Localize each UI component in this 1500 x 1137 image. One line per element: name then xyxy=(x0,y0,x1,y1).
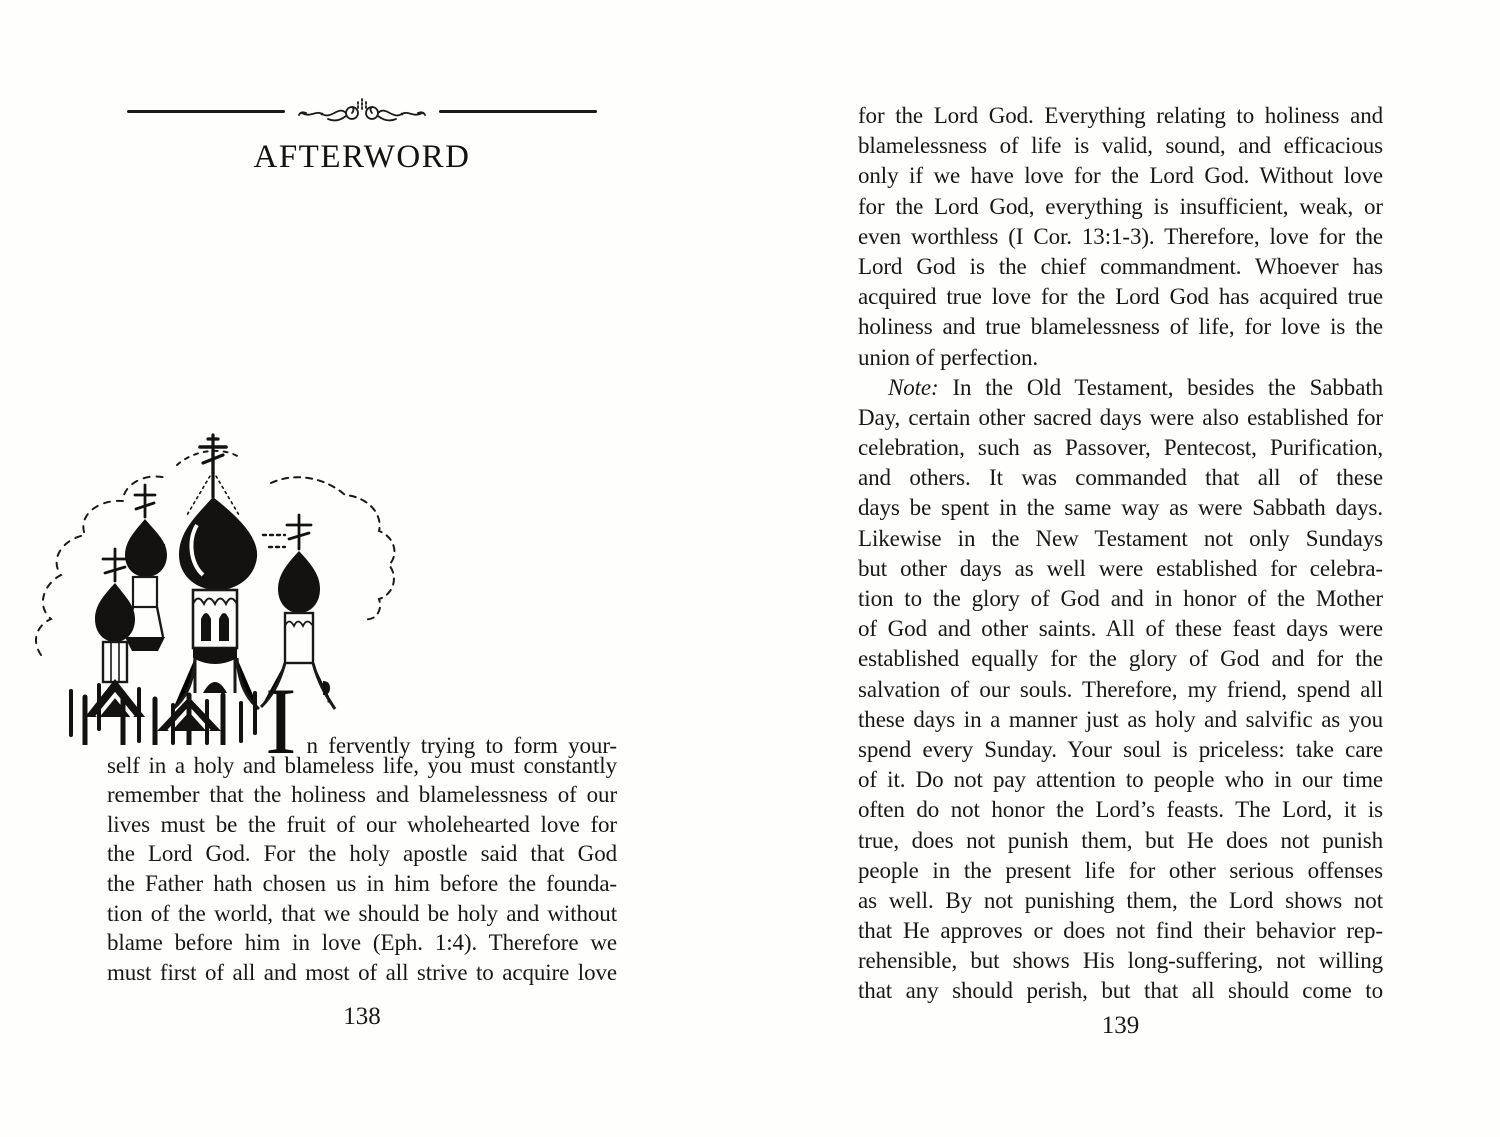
text-line: spend every Sunday. Your soul is priceless: take care xyxy=(858,736,1383,762)
text-line: of God and other saints. All of these feast days were xyxy=(858,616,1383,642)
text-line: that any should perish, but that all should come to xyxy=(858,978,1383,1004)
text-line-note xyxy=(858,373,1383,403)
text-line-paragraph-end: union of perfection. xyxy=(858,344,1039,370)
left-page-text xyxy=(107,668,617,987)
text-line: days be spent in the same way as were Sabbath days. xyxy=(858,495,1383,521)
right-page-text xyxy=(858,101,1383,1007)
page-number-right: 139 xyxy=(1101,1012,1140,1039)
text-line: lives must be the fruit of our wholehearted love for xyxy=(107,811,617,837)
text-line: salvation of our souls. Therefore, my friend, spend all xyxy=(858,676,1383,702)
page-number-left: 138 xyxy=(343,1003,381,1030)
text-line: of it. Do not pay attention to people who in our time xyxy=(858,767,1383,793)
text-line: Lord God is the chief commandment. Whoever has xyxy=(858,253,1383,279)
left-paragraph xyxy=(107,751,617,988)
text-line: the Father hath chosen us in him before the founda- xyxy=(107,870,617,896)
text-line: but other days as well were established for celebra- xyxy=(858,555,1383,581)
text-line: and others. It was commanded that all of these xyxy=(858,465,1383,491)
text-line: tion of the world, that we should be holy and without xyxy=(107,900,617,926)
note-line-text: In the Old Testament, besides the Sabbath xyxy=(952,374,1384,400)
text-line: blamelessness of life is valid, sound, and efficacious xyxy=(858,133,1383,159)
text-line: Day, certain other sacred days were also established for xyxy=(858,404,1383,430)
text-line: acquired true love for the Lord God has acquired true xyxy=(858,284,1383,310)
text-line: established equally for the glory of God and for the xyxy=(858,646,1383,672)
chapter-ornament xyxy=(107,98,617,124)
text-line: celebration, such as Passover, Pentecost, Purification, xyxy=(858,435,1383,461)
text-line: for the Lord God, everything is insufficient, weak, or xyxy=(858,193,1383,219)
right-page xyxy=(858,0,1383,1137)
text-line: as well. By not punishing them, the Lord shows not xyxy=(858,887,1383,913)
text-line: only if we have love for the Lord God. Without love xyxy=(858,163,1383,189)
text-line: even worthless (I Cor. 13:1-3). Therefore, love for the xyxy=(858,223,1383,249)
text-line: people in the present life for other serious offenses xyxy=(858,857,1383,883)
text-line: these days in a manner just as holy and salvific as you xyxy=(858,706,1383,732)
text-line: Likewise in the New Testament not only Sundays xyxy=(858,525,1383,551)
chapter-heading: AFTERWORD xyxy=(253,139,471,175)
text-line: often do not honor the Lord’s feasts. The Lord, it is xyxy=(858,797,1383,823)
text-line: the Lord God. For the holy apostle said that God xyxy=(107,841,617,867)
text-line: true, does not punish them, but He does not punish xyxy=(858,827,1383,853)
left-page xyxy=(107,0,617,1137)
right-paragraph-2 xyxy=(858,403,1383,1007)
text-line: tion to the glory of God and in honor of the Mother xyxy=(858,586,1383,611)
ornament-rule-right xyxy=(439,110,597,113)
text-line: that He approves or does not find their behavior rep- xyxy=(858,918,1383,944)
church-illustration xyxy=(27,423,425,745)
floral-scroll-icon xyxy=(298,98,426,124)
first-line-text: n fervently trying to form your- xyxy=(306,733,617,758)
text-line: self in a holy and blameless life, you must constantly xyxy=(107,752,617,778)
note-label: Note: xyxy=(888,374,939,400)
ornament-rule-left xyxy=(127,110,285,113)
right-paragraph-1 xyxy=(858,101,1383,343)
text-line: for the Lord God. Everything relating to holiness and xyxy=(858,103,1383,128)
drop-cap: I xyxy=(265,668,297,774)
text-line: rehensible, but shows His long-suffering, not willing xyxy=(858,948,1383,974)
text-line: remember that the holiness and blamelessness of our xyxy=(107,782,617,808)
text-line: blame before him in love (Eph. 1:4). Therefore we xyxy=(107,930,617,956)
text-line: must first of all and most of all strive to acquire love xyxy=(107,959,617,985)
text-line: holiness and true blamelessness of life, for love is the xyxy=(858,314,1383,340)
